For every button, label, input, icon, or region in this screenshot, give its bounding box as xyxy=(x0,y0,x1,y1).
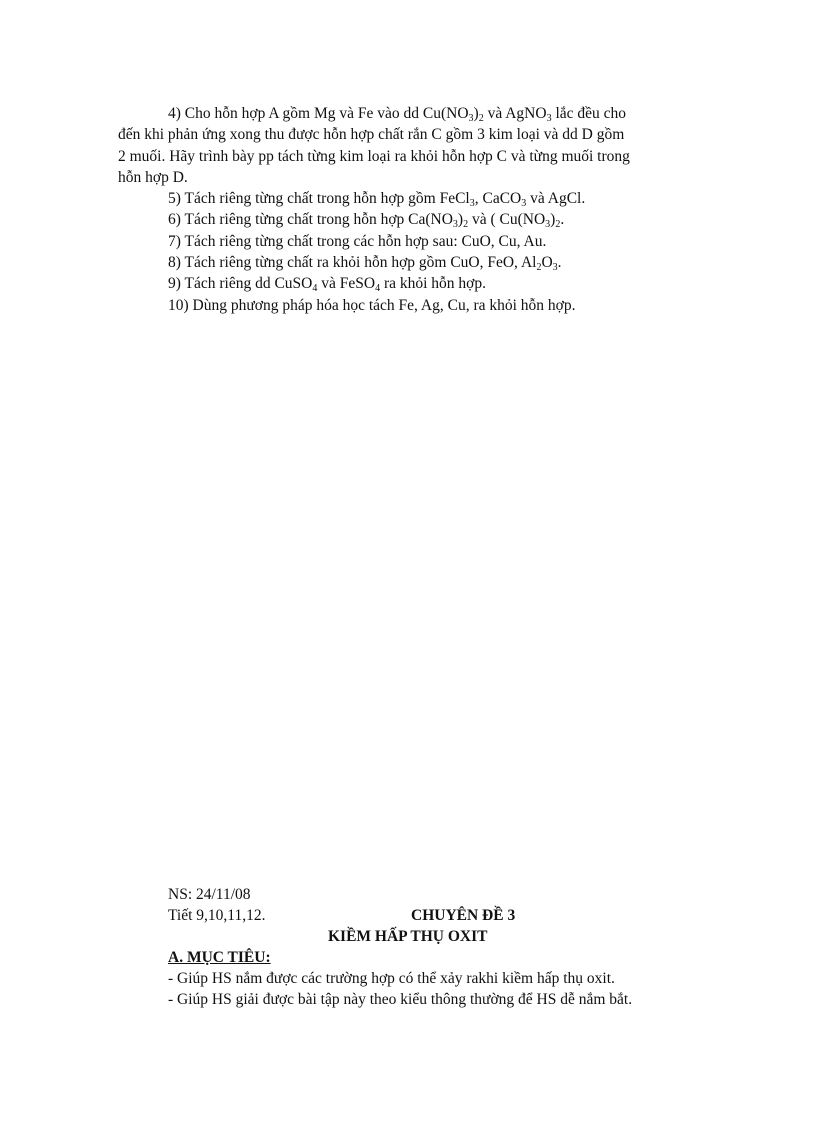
text: ) xyxy=(457,211,464,229)
exercise-10: 10) Dùng phương pháp hóa học tách Fe, Ag, Cu, ra khỏi hỗn hợp. xyxy=(168,296,576,314)
text: lắc đều cho xyxy=(551,105,627,122)
exercise-6 xyxy=(118,209,698,230)
tiet-row xyxy=(168,907,728,928)
text: và AgNO xyxy=(483,105,547,122)
subscript: 3 xyxy=(452,219,458,231)
ns-date: NS: 24/11/08 xyxy=(168,886,251,903)
text: . xyxy=(560,211,565,229)
exercise-4-line-1 xyxy=(118,103,698,124)
exercise-7: 7) Tách riêng từng chất trong các hỗn hợp sau: CuO, Cu, Au. xyxy=(168,232,547,250)
text: ra khỏi hỗn hợp. xyxy=(380,275,486,293)
title-row xyxy=(168,928,728,949)
text: và FeSO xyxy=(317,275,376,293)
text: 5) Tách riêng từng chất trong hỗn hợp gồm FeCl xyxy=(168,190,470,208)
exercise-5 xyxy=(118,188,698,209)
text: 4) Cho hỗn hợp A gồm Mg và Fe vào dd Cu(NO xyxy=(168,105,469,122)
subscript: 2 xyxy=(555,219,561,231)
topic-title: KIỀM HẤP THỤ OXIT xyxy=(328,928,488,945)
subscript: 2 xyxy=(536,262,542,274)
subscript: 4 xyxy=(375,283,381,295)
subscript: 2 xyxy=(478,113,484,124)
subscript: 3 xyxy=(468,113,474,124)
exercise-list xyxy=(118,103,698,316)
text: 6) Tách riêng từng chất trong hỗn hợp Ca(NO xyxy=(168,211,453,229)
text: . xyxy=(557,254,562,272)
section-a-row xyxy=(168,949,728,970)
subscript: 3 xyxy=(545,219,551,231)
subscript: 3 xyxy=(552,262,558,274)
exercise-4-line-2: đến khi phản ứng xong thu được hỗn hợp chất rắn C gồm 3 kim loại và dd D gồm xyxy=(118,126,625,144)
exercise-4-line-3: 2 muối. Hãy trình bày pp tách từng kim loại ra khỏi hỗn hợp C và từng muối trong xyxy=(118,147,630,165)
text: O xyxy=(541,254,553,272)
exercise-8 xyxy=(118,252,698,273)
exercise-9 xyxy=(118,273,698,294)
text: ) xyxy=(550,211,556,229)
subscript: 3 xyxy=(469,198,475,210)
subscript: 2 xyxy=(463,219,469,231)
subscript: 3 xyxy=(521,198,527,210)
exercise-4-line-4: hỗn hợp D. xyxy=(118,168,188,186)
subscript: 3 xyxy=(546,113,552,124)
topic-heading: CHUYÊN ĐỀ 3 xyxy=(411,907,516,924)
text: 8) Tách riêng từng chất ra khỏi hỗn hợp gồm CuO, FeO, Al xyxy=(168,254,537,272)
text: 9) Tách riêng dd CuSO xyxy=(168,275,313,293)
subscript: 4 xyxy=(312,283,318,295)
tiet-label: Tiết 9,10,11,12. xyxy=(168,907,266,924)
text: và AgCl. xyxy=(526,190,586,208)
text: và ( Cu(NO xyxy=(468,211,546,229)
goal-2: - Giúp HS giải được bài tập này theo kiểu thông thường để HS dễ nắm bắt. xyxy=(168,991,633,1008)
goal-1: - Giúp HS nắm được các trường hợp có thể xảy rakhi kiềm hấp thụ oxit. xyxy=(168,970,615,987)
lesson-header xyxy=(168,886,728,1012)
section-a-heading: A. MỤC TIÊU: xyxy=(168,949,271,966)
text: ) xyxy=(473,105,479,122)
text: , CaCO xyxy=(474,190,522,208)
